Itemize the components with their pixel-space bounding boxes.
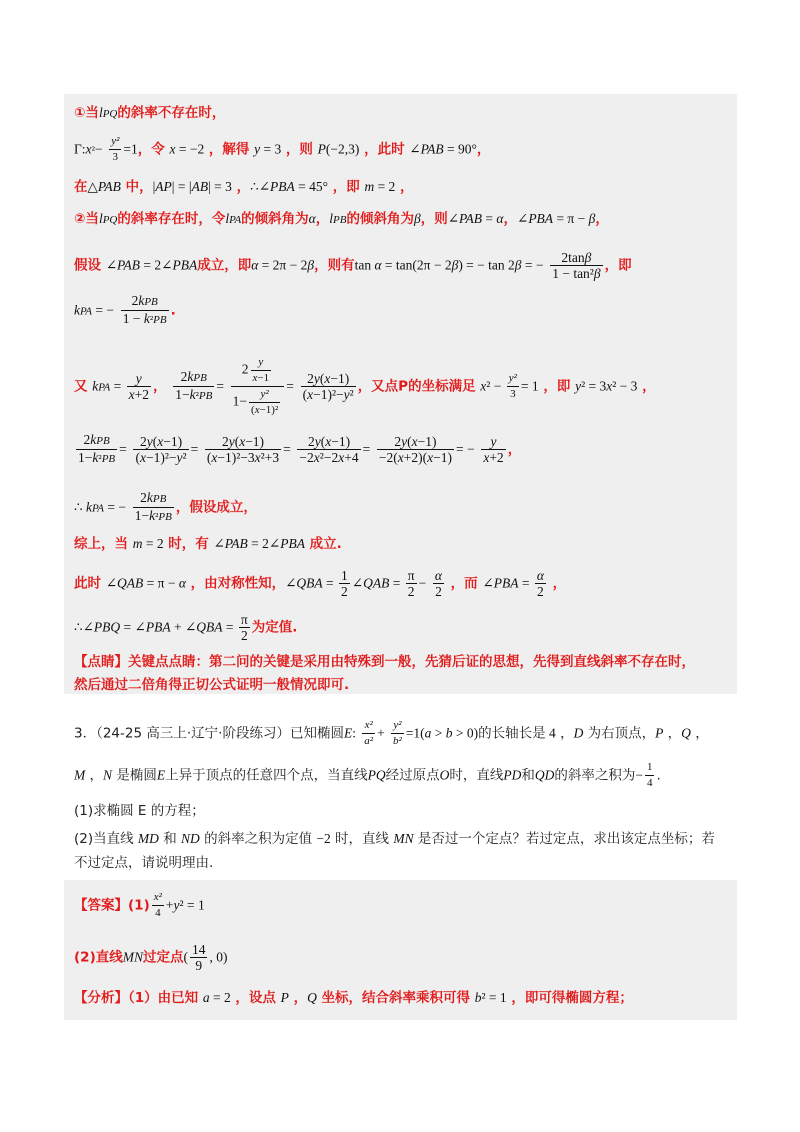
answer-line-2: (2)直线MN过定点( $\frac{14}{9}$ , 0): [74, 942, 228, 973]
final-line: ∴∠PBQ = ∠PBA + ∠QBA = $\frac{\pi}{2}$ 为定值.: [74, 612, 298, 643]
analysis-line: 【分析】（1）由已知 a = 2 ，设点 P ，Q 坐标，结合斜率乘积可得 b² = 1 ，即可得椭圆方程；: [74, 990, 633, 1006]
problem3-q1: (1)求椭圆 E 的方程；: [74, 803, 205, 819]
hold-line: ∴ kPA = − $\frac{\text{2kPB}}{\text{1−k²PB}}$ ，假设成立，: [74, 490, 257, 523]
case1-header: ①当lPQ的斜率不存在时，: [74, 105, 226, 121]
problem3-q2-line1: (2)当直线 MD 和 ND 的斜率之积为定值 −2 时，直线 MN 是否过一个定点？若过定点，求出该定点坐标；若: [74, 831, 715, 847]
chain-line: $\frac{\text{2kPB}}{\text{1−k²PB}}$ = $\frac{2y(x-1)}{\text{(x−1)²−y²}}$ = $\frac{2y(x-1)}{\text{(x−1)²−3x²+3}}$ = $\frac{2y(x-1)}{\text{−2x²−2x+4}}$ = $\frac{2y(x-1)}{-2(x+2)(x-1)}$ = − $\frac{y}{x+2}$ ，: [78, 432, 522, 465]
problem3-q2-line2: 不过定点，请说明理由.: [74, 855, 214, 871]
sym-line: 此时 ∠QAB = π − α ，由对称性知，∠QBA = $\frac{1}{2}$ ∠QAB = $\frac{\pi}{2}$ − $\frac{\alpha}{2}$ ，而 ∠PBA = $\frac{\alpha}{2}$ ，: [74, 568, 567, 599]
assume-line: 假设 ∠PAB = 2∠PBA成立，即α = 2π − 2β，则有tan α = tan(2π − 2β) = − tan 2β = − $\frac{2\tan\beta}{\text{1 − tan²β}}$ ，即: [74, 250, 632, 281]
summary-line: 综上，当 m = 2 时，有 ∠PAB = 2∠PBA 成立.: [74, 536, 342, 552]
kpa-line: kPA = − $\frac{\text{2kPB}}{\text{1 − k²PB}}$ .: [74, 293, 176, 326]
answer-line-1: 【答案】(1) $\frac{\text{x²}}{4}$ +y² = 1: [74, 891, 205, 919]
comment-line-1: 【点睛】关键点点睛：第二问的关键是采用由特殊到一般，先猜后证的思想，先得到直线斜率不存在时，: [74, 654, 695, 670]
problem3-line1: 3．（24-25 高三上·辽宁·阶段练习）已知椭圆E: $\frac{\text{x²}}{\text{a²}}$ + $\frac{\text{y²}}{\text{b²}}$ =1(a > b > 0)的长轴长是 4 ，D 为右顶点，P ，Q ，: [74, 719, 709, 747]
case1-line1: Γ:x²− $\frac{\text{y²}}{3}$ =1，令 x = −2 ，解得 y = 3 ，则 P(−2,3) ，此时 ∠PAB = 90°，: [74, 135, 491, 163]
case1-line2: 在△PAB 中，|AP| = |AB| = 3 ，∴∠PBA = 45° ，即 m = 2 ，: [74, 179, 414, 195]
case2-header: ②当lPQ的斜率存在时，令lPA的倾斜角为α，lPB的倾斜角为β，则∠PAB = α，∠PBA = π − β，: [74, 211, 609, 227]
problem3-line2: M ，N 是椭圆E上异于顶点的任意四个点，当直线PQ经过原点O时，直线PD和QD的斜率之积为− $\frac{1}{4}$ .: [74, 761, 661, 789]
again-line: 又 kPA = $\frac{y}{x+2}$ ， $\frac{\text{2kPB}}{\text{1−k²PB}}$ = 2 $\frac{y}{x-1}$ 1− $\frac{\text{y²}}{\text{(x−1)²}}$ = $\frac{2y(x-1)}{\text{(x−1)²−y²}}$ ，又点P的坐标满足 x² − $\frac{\text{y²}}{3}$ = 1 ，即 y² = 3x² − 3 ，: [74, 356, 656, 416]
comment-line-2: 然后通过二倍角得正切公式证明一般情况即可.: [74, 677, 350, 693]
